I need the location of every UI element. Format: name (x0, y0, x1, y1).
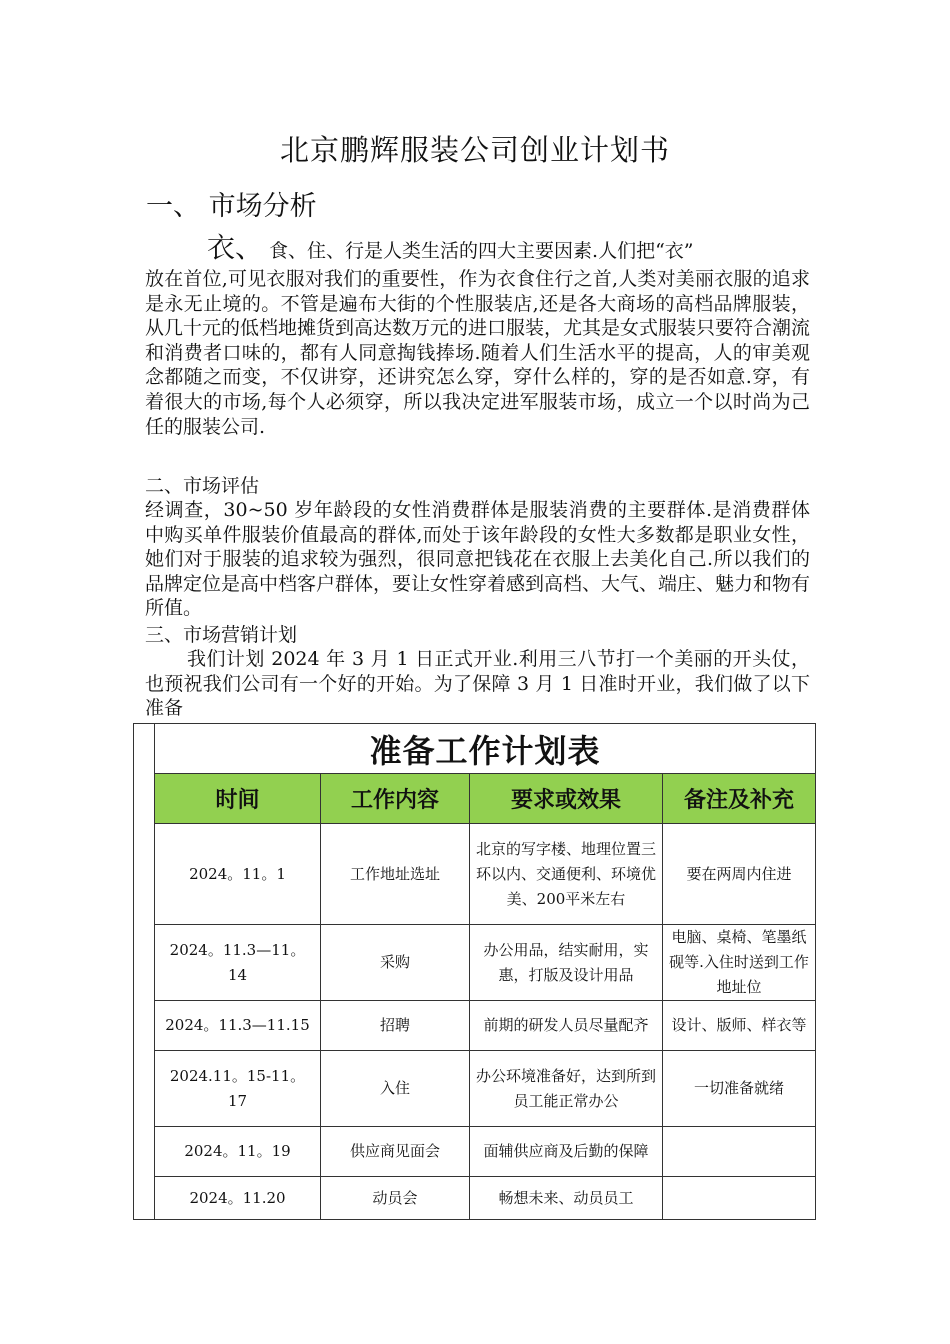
table-gutter (134, 724, 155, 1220)
cell-time: 2024.11。15-11。17 (155, 1051, 321, 1127)
cell-work: 招聘 (321, 1001, 470, 1051)
cell-requirement: 办公环境准备好，达到所到员工能正常办公 (470, 1051, 663, 1127)
cell-requirement: 北京的写字楼、地理位置三环以内、交通便利、环境优美、200平米左右 (470, 824, 663, 925)
cell-work: 动员会 (321, 1177, 470, 1220)
table-row (134, 1051, 816, 1127)
cell-notes: 电脑、桌椅、笔墨纸砚等.入住时送到工作地址位 (663, 925, 816, 1001)
cell-requirement: 畅想未来、动员员工 (470, 1177, 663, 1220)
table-row (134, 824, 816, 925)
cell-work: 工作地址选址 (321, 824, 470, 925)
section-heading-marketing-plan: 三、市场营销计划 (145, 624, 298, 646)
cell-requirement: 面辅供应商及后勤的保障 (470, 1127, 663, 1177)
cell-work: 入住 (321, 1051, 470, 1127)
table-row (134, 1177, 816, 1220)
cell-work: 采购 (321, 925, 470, 1001)
cell-time: 2024。11.3—11.15 (155, 1001, 321, 1051)
header-work-content: 工作内容 (321, 774, 470, 824)
table-row (134, 925, 816, 1001)
cell-requirement: 前期的研发人员尽量配齐 (470, 1001, 663, 1051)
table-title: 准备工作计划表 (155, 724, 816, 774)
section-heading-market-analysis: 一、 市场分析 (146, 191, 317, 222)
cell-notes: 一切准备就绪 (663, 1051, 816, 1127)
cell-notes: 要在两周内住进 (663, 824, 816, 925)
cell-time: 2024。11。1 (155, 824, 321, 925)
cell-notes: 设计、版师、样衣等 (663, 1001, 816, 1051)
paragraph-market-evaluation: 经调查，30~50 岁年龄段的女性消费群体是服装消费的主要群体.是消费群体中购买单件服装价值最高的群体,而处于该年龄段的女性大多数都是职业女性，她们对于服装的追求较为强烈，很同意把钱花在衣服上去美化自己.所以我们的品牌定位是高中档客户群体，要让女性穿着感到高档、大气、端庄、魅力和物有所值。 (145, 499, 811, 620)
section-heading-market-evaluation: 二、市场评估 (145, 475, 260, 497)
table-row (134, 1001, 816, 1051)
document-title: 北京鹏辉服装公司创业计划书 (279, 133, 670, 167)
cell-notes (663, 1177, 816, 1220)
preparation-plan-table (133, 723, 816, 1220)
drop-char: 衣、 (207, 231, 264, 264)
first-line-text: 食、住、行是人类生活的四大主要因素.人们把“衣” (263, 240, 694, 262)
header-time: 时间 (155, 774, 321, 824)
cell-notes (663, 1127, 816, 1177)
cell-time: 2024。11.3—11。14 (155, 925, 321, 1001)
table-header-row (134, 774, 816, 824)
cell-time: 2024。11.20 (155, 1177, 321, 1220)
paragraph-marketing-plan: 我们计划 2024 年 3 月 1 日正式开业.利用三八节打一个美丽的开头仗，也预祝我们公司有一个好的开始。为了保障 3 月 1 日准时开业，我们做了以下准备 (145, 648, 810, 720)
cell-work: 供应商见面会 (321, 1127, 470, 1177)
table-row (134, 1127, 816, 1177)
cell-requirement: 办公用品，结实耐用，实惠，打版及设计用品 (470, 925, 663, 1001)
paragraph-market-analysis (145, 232, 810, 439)
paragraph-continuation: 放在首位,可见衣服对我们的重要性，作为衣食住行之首,人类对美丽衣服的追求是永无止境的。不管是遍布大街的个性服装店,还是各大商场的高档品牌服装，从几十元的低档地摊货到高达数万元的进口服装，尤其是女式服装只要符合潮流和消费者口味的，都有人同意掏钱捧场.随着人们生活水平的提高，人的审美观念都随之而变，不仅讲穿，还讲究怎么穿，穿什么样的，穿的是否如意.穿，有着很大的市场,每个人必须穿，所以我决定进军服装市场，成立一个以时尚为己任的服装公司. (145, 268, 811, 438)
header-notes: 备注及补充 (663, 774, 816, 824)
header-requirement: 要求或效果 (470, 774, 663, 824)
cell-time: 2024。11。19 (155, 1127, 321, 1177)
